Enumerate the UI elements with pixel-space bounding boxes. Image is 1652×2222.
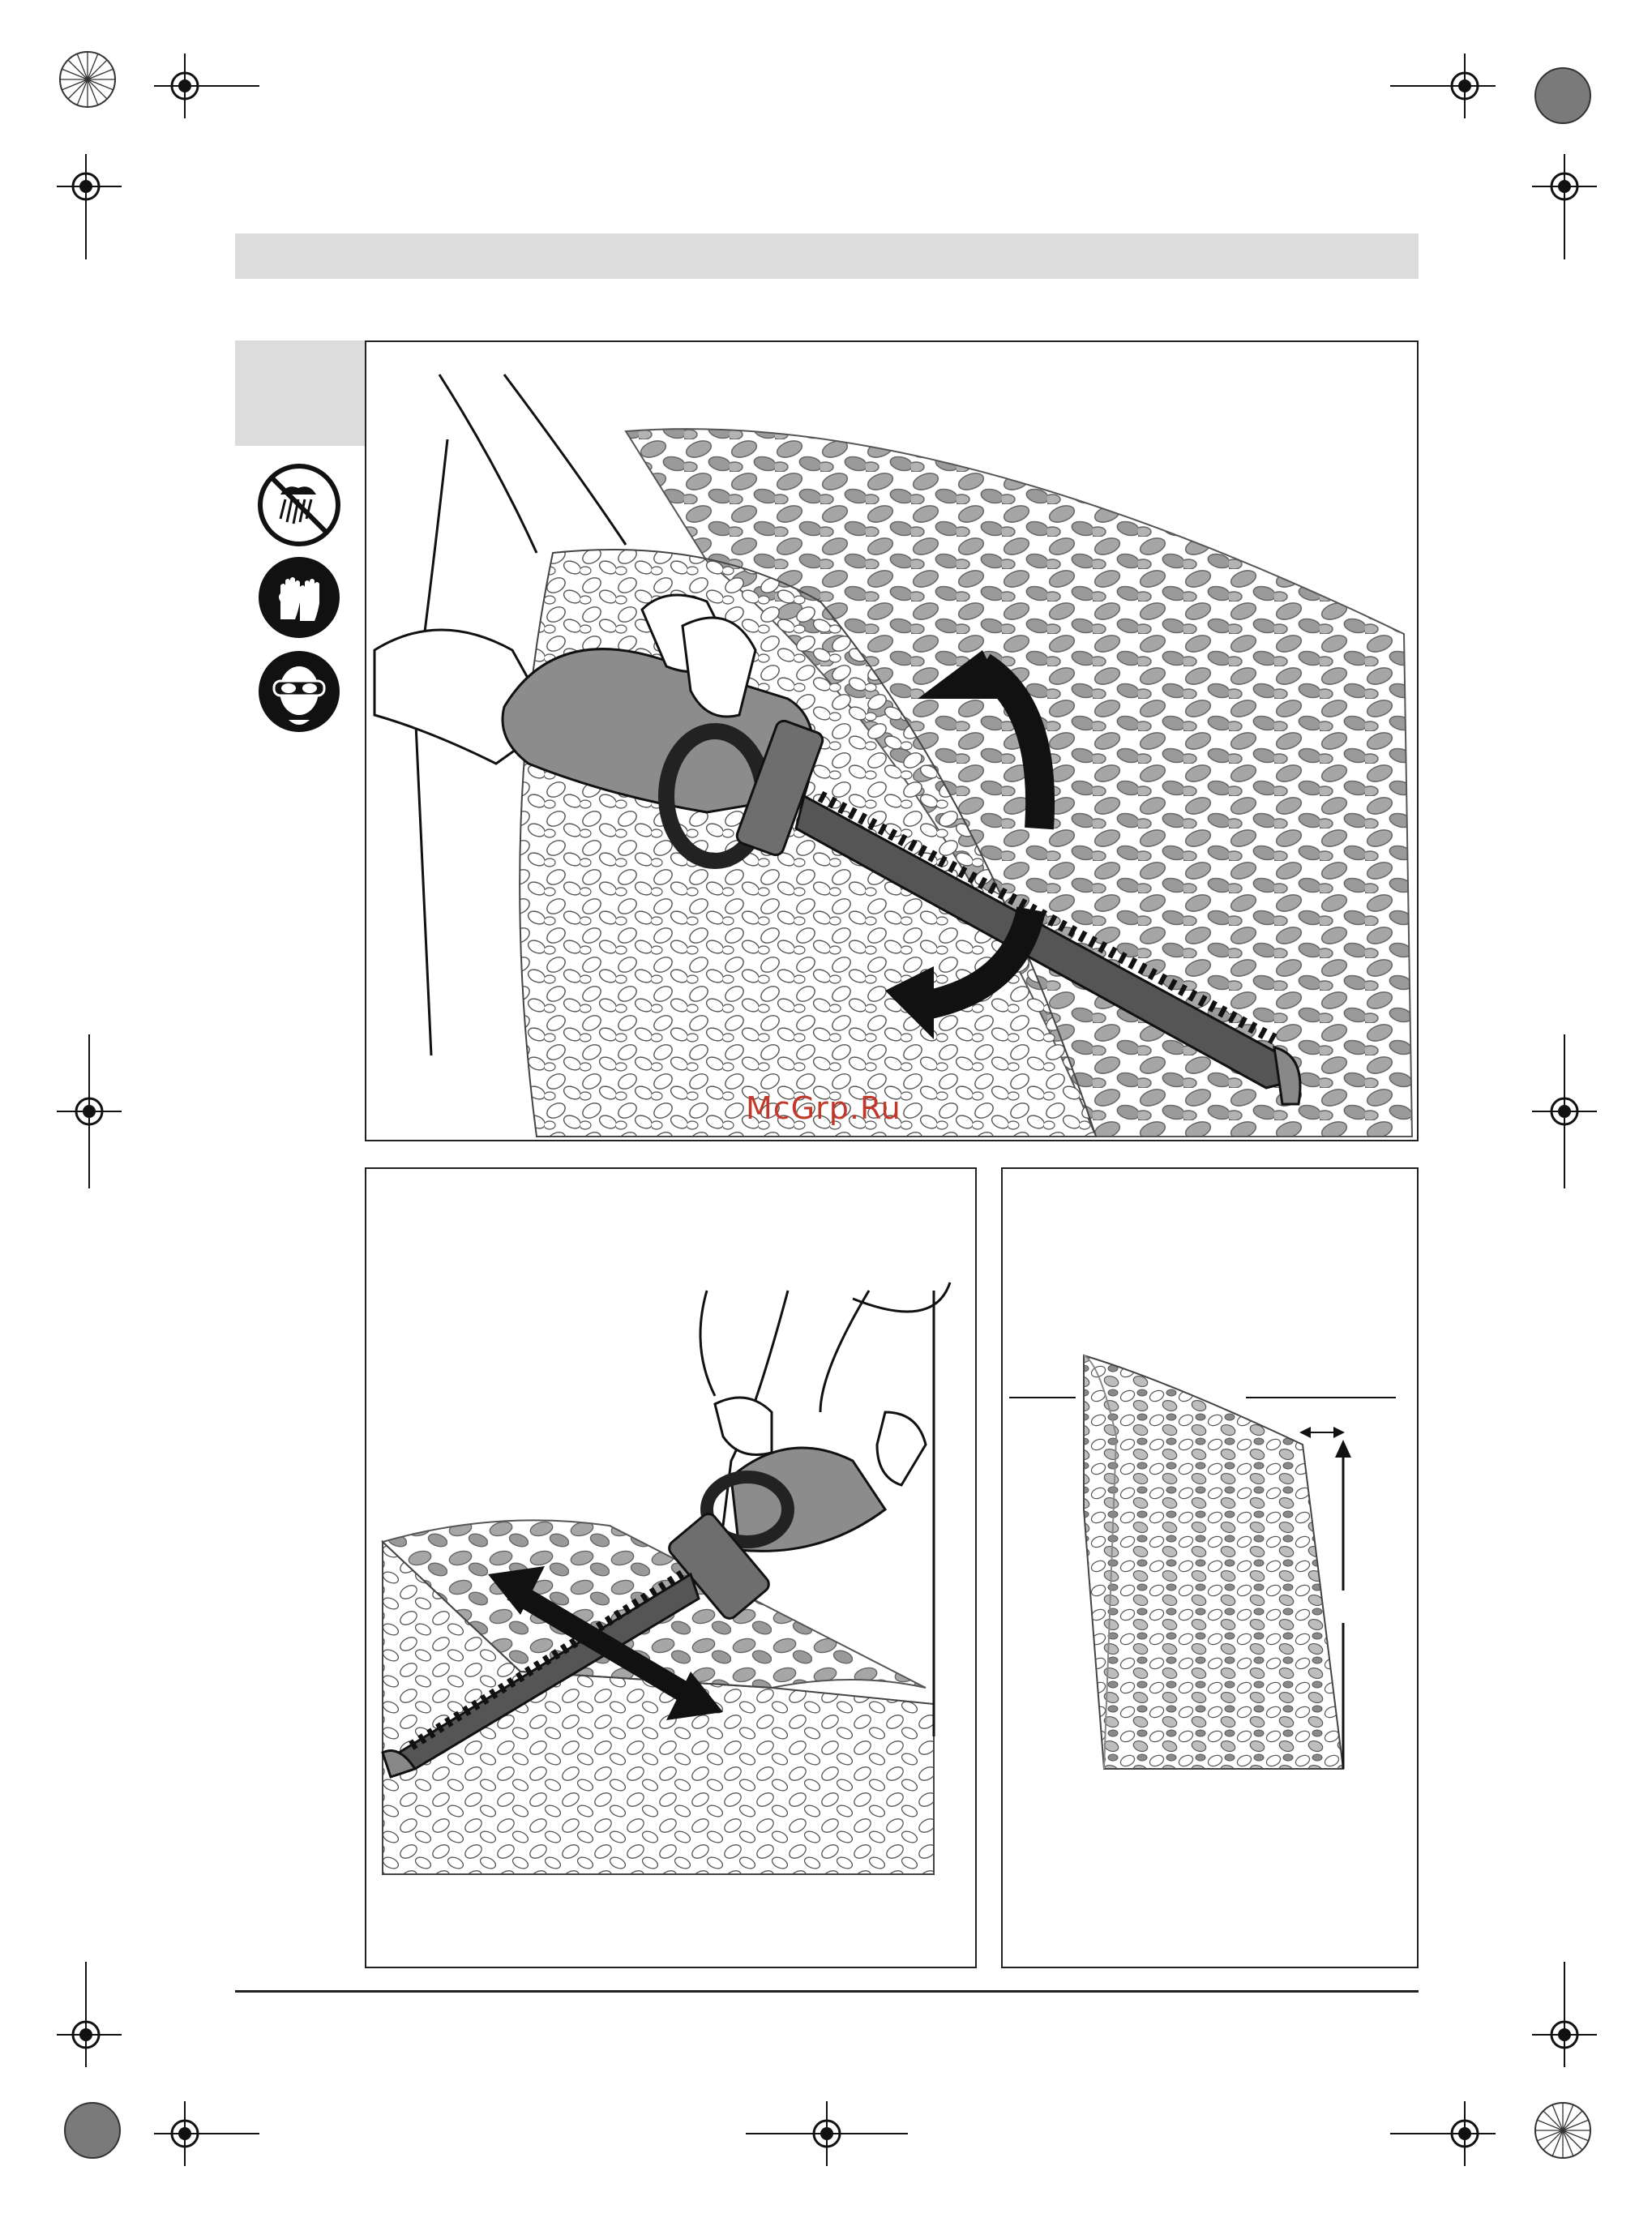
crosshair-mark-icon xyxy=(1390,54,1496,118)
registration-grey-dot-icon xyxy=(1532,65,1594,126)
registration-grey-dot-icon xyxy=(62,2100,123,2161)
crosshair-mark-icon xyxy=(1532,154,1597,259)
crosshair-mark-icon xyxy=(57,1962,122,2067)
wear-goggles-icon xyxy=(256,649,342,734)
registration-target-icon xyxy=(57,49,118,110)
crosshair-mark-icon xyxy=(57,1034,122,1188)
crosshair-mark-icon xyxy=(154,2101,259,2166)
footer-rule xyxy=(235,1990,1419,1993)
figure-top-cut xyxy=(365,1167,977,1968)
watermark: McGrp.Ru xyxy=(746,1090,901,1126)
header-bar xyxy=(235,233,1419,279)
crosshair-mark-icon xyxy=(1532,1034,1597,1188)
crosshair-mark-icon xyxy=(1390,2101,1496,2166)
figure-swing-cut xyxy=(365,340,1419,1141)
wear-gloves-icon xyxy=(256,554,342,640)
figure-hedge-profile xyxy=(1001,1167,1419,1968)
crosshair-mark-icon xyxy=(57,154,122,259)
crosshair-mark-icon xyxy=(154,54,259,118)
no-rain-icon xyxy=(256,462,342,548)
side-tab xyxy=(235,340,365,446)
crosshair-mark-icon xyxy=(746,2101,908,2166)
crosshair-mark-icon xyxy=(1532,1962,1597,2067)
registration-target-icon xyxy=(1532,2100,1594,2161)
